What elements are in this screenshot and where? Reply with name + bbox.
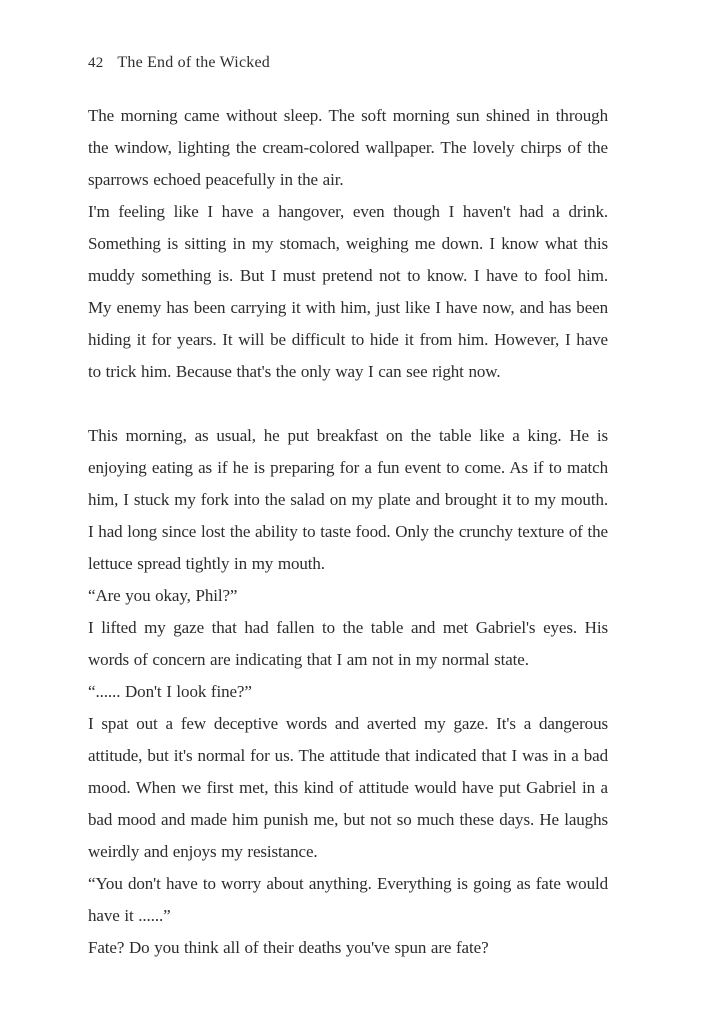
paragraph: “You don't have to worry about anything. Everything is going as fate would have it ......” [88, 874, 608, 925]
body-text [88, 100, 608, 964]
book-title: The End of the Wicked [117, 54, 270, 71]
paragraph: “Are you okay, Phil?” [88, 586, 238, 605]
paragraph: Fate? Do you think all of their deaths you've spun are fate? [88, 938, 489, 957]
paragraph: This morning, as usual, he put breakfast on the table like a king. He is enjoying eating as if he is preparing for a fun event to come. As if to match him, I stuck my fork into the salad on my plate and brought it to my mouth. I had long since lost the ability to taste food. Only the crunchy texture of the lettuce spread tightly in my mouth. [88, 426, 608, 573]
paragraph: I lifted my gaze that had fallen to the table and met Gabriel's eyes. His words of concern are indicating that I am not in my normal state. [88, 618, 608, 669]
paragraph: The morning came without sleep. The soft morning sun shined in through the window, lighting the cream-colored wallpaper. The lovely chirps of the sparrows echoed peacefully in the air. [88, 106, 608, 189]
running-header [88, 52, 608, 74]
paragraph: “...... Don't I look fine?” [88, 682, 252, 701]
paragraph: I spat out a few deceptive words and averted my gaze. It's a dangerous attitude, but it's normal for us. The attitude that indicated that I was in a bad mood. When we first met, this kind of attitude would have put Gabriel in a bad mood and made him punish me, but not so much these days. He laughs weirdly and enjoys my resistance. [88, 714, 608, 861]
paragraph: I'm feeling like I have a hangover, even though I haven't had a drink. Something is sitting in my stomach, weighing me down. I know what this muddy something is. But I must pretend not to know. I have to fool him. My enemy has been carrying it with him, just like I have now, and has been hiding it for years. It will be difficult to hide it from him. However, I have to trick him. Because that's the only way I can see right now. [88, 202, 608, 381]
page-number: 42 [88, 55, 104, 71]
